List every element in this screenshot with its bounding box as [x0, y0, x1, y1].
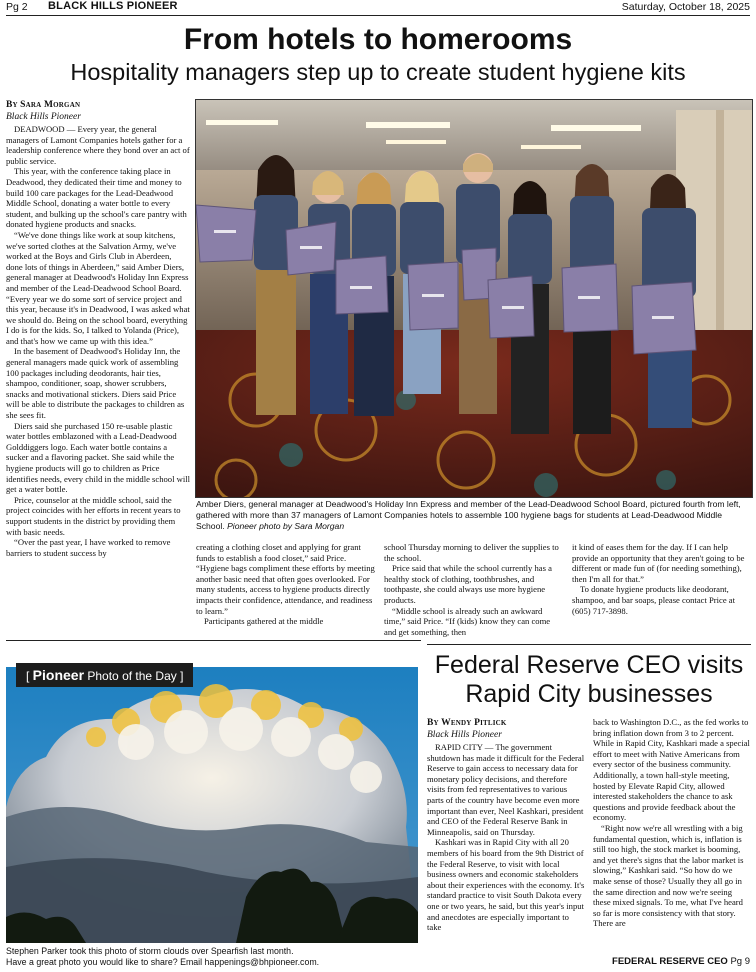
paragraph: RAPID CITY — The government shutdown has made it difficult for the Federal Reserve to gain access to necessary data for monetary policy decisions, and therefore visits from fed representatives to various parts of the country have become even more important than ever, Neel Kashkari, president and CEO of the Federal Reserve Bank in Minneapolis, said on Thursday. — [427, 742, 585, 837]
caption-line: Stephen Parker took this photo of storm clouds over Spearfish last month. — [6, 946, 294, 956]
story2-column-2 — [593, 717, 751, 929]
section-divider — [427, 644, 751, 645]
tag-label: Photo of the Day — [87, 669, 177, 683]
jump-label: FEDERAL RESERVE CEO — [612, 956, 728, 967]
story1-photo-caption — [196, 499, 748, 532]
tag-bracket-right: ] — [180, 669, 184, 683]
paragraph: it kind of eases them for the day. If I can help provide an opportunity that they aren't going to be different or made fun of (for needing something), then I'm all for that.” — [572, 542, 745, 584]
story2-byline — [427, 717, 585, 729]
jump-line[interactable] — [612, 956, 750, 967]
tag-brand: Pioneer — [32, 667, 85, 683]
photo-credit: Pioneer photo by Sara Morgan — [227, 521, 345, 531]
story1-headline: From hotels to homerooms — [183, 23, 573, 56]
paragraph: In the basement of Deadwood's Holiday Inn, the general managers made quick work of assembling 100 packages including deodorants, hair ties, shampoo, conditioner, soap, shower scrubbers, snacks and motivational stickers. Diers said Price will be able to distribute the packages to children as she sees fit. — [6, 346, 185, 421]
section-divider — [6, 640, 421, 641]
story2-headline — [424, 651, 754, 709]
jump-page: Pg 9 — [730, 956, 750, 967]
story1-org: Black Hills Pioneer — [6, 112, 81, 122]
paragraph: Kashkari was in Rapid City with all 20 members of his board from the 9th District of the Federal Reserve, to visit with local business owners and economic stakeholders about their experiences with the economy. It's standard practice to visit South Dakota every one or two years, he said, but this year's input and anecdotes are especially important to take — [427, 837, 585, 933]
byline-prefix: By — [427, 718, 439, 728]
paragraph: creating a clothing closet and applying for grant funds to establish a food closet,” said Price. “Hygiene bags compliment these efforts by meeting another basic need that often goes overlooked. For many students, access to hygiene products directly impacts their confidence, attendance, and readiness to learn.” — [196, 542, 375, 616]
headline-line: Federal Reserve CEO visits — [434, 651, 744, 679]
paragraph: This year, with the conference taking place in Deadwood, they dedicated their time and money to build 100 care packages for the Lead-Deadwood Middle School, donating a water bottle to every student, and bulking up the school's care pantry with donated hygiene products and snacks. — [6, 166, 187, 230]
story1-author: Sara Morgan — [20, 100, 81, 110]
headline-line: Rapid City businesses — [465, 680, 713, 708]
paragraph: Price said that while the school currently has a healthy stock of clothing, toothbrushes, and toothpaste, she could always use more hygiene products. — [384, 563, 552, 605]
story1-subhead: Hospitality managers step up to create student hygiene kits — [70, 59, 686, 85]
story1-byline — [6, 99, 190, 111]
paragraph: To donate hygiene products like deodorant, shampoo, and bar soaps, please contact Price at (605) 717-3898. — [572, 584, 735, 616]
paragraph: DEADWOOD — Every year, the general managers of Lamont Companies hotels gather for a leadership conference where they bond over an act of public service. — [6, 124, 190, 166]
storm-clouds-photo — [6, 667, 418, 943]
paragraph: Price, counselor at the middle school, said the project coincides with her efforts in recent years to support students in the district by providing them with basic needs. — [6, 494, 181, 537]
tag-bracket-left: [ — [26, 669, 33, 683]
potd-caption — [6, 946, 421, 968]
byline-prefix: By — [6, 100, 18, 110]
page-number: Pg 2 — [6, 1, 28, 13]
hotel-managers-group-photo — [195, 99, 753, 498]
paragraph: school Thursday morning to deliver the supplies to the school. — [384, 542, 559, 563]
issue-date: Saturday, October 18, 2025 — [621, 1, 750, 13]
story1-column-2 — [196, 542, 376, 627]
story1-column-3 — [384, 542, 564, 637]
story2-author: Wendy Pitlick — [441, 718, 507, 728]
photo-of-the-day-tag — [16, 663, 193, 687]
story1-column-1 — [6, 99, 190, 558]
paragraph: Participants gathered at the middle — [204, 616, 324, 627]
paragraph: Diers said she purchased 150 re-usable plastic water bottles emblazoned with a Lead-Deadwood Golddiggers logo. Each water bottle contains a sucker and a flavoring packet. She said while the hygiene products will go to children as Price identifies needs, every child in the middle school will get a water bottle. — [6, 420, 191, 495]
paragraph: “We've done things like work at soup kitchens, we've sorted clothes at the Salvation Army, we've worked at the Boys and Girls Club in Aberdeen, done lots of things in Aberdeen,” said Amber Diers, general manager at Deadwood's Holiday Inn Express and member of the Lead-Deadwood School Board. “Every year we do some sort of service project and this year, because it's in Deadwood, I was asked what we should do. Being on the school board, everything I do is for the kids. So, I talked to Yolanda (Price), and that's how we came up with this idea.” — [6, 229, 190, 346]
paragraph: “Over the past year, I have worked to remove barriers to student success by — [6, 537, 171, 558]
paragraph: back to Washington D.C., as the fed works to bring inflation down from 3 to 2 percent. While in Rapid City, Kashkari made a special effort to meet with Native Americans from every sector of the business community. Additionally, a town hall-style meeting, hosted by Elevate Rapid City, allowed interested stakeholders the chance to ask questions and provide feedback about the economy. — [593, 717, 750, 823]
story2-org: Black Hills Pioneer — [427, 730, 502, 740]
masthead — [6, 0, 750, 16]
paragraph: “Right now we're all wrestling with a big fundamental question, which is, inflation is still too high, the stock market is booming, and yet there's signs that the labor market is slowing,” Kashkari said. “So how do we make sense of those? Usually they all go in the same direction and now we're seeing these mixed signals. To me, what I've heard so far is more consistency with that story. There are — [593, 822, 744, 929]
story1-column-4 — [572, 542, 752, 616]
paragraph: “Middle school is already such an awkward time,” said Price. “If (kids) know they can come and get something, then — [384, 605, 551, 637]
caption-line: Have a great photo you would like to share? Email happenings@bhpioneer.com. — [6, 957, 320, 967]
caption-text: Amber Diers, general manager at Deadwood's Holiday Inn Express and member of the Lead-Deadwood School Board, pictured fourth from left, gathered with more than 37 managers of Lamont Companies hotels to assemble 100 hygiene bags for students at Lead-Deadwood Middle School. — [196, 499, 741, 531]
story2-column-1 — [427, 717, 585, 933]
newspaper-name: BLACK HILLS PIONEER — [48, 0, 178, 12]
